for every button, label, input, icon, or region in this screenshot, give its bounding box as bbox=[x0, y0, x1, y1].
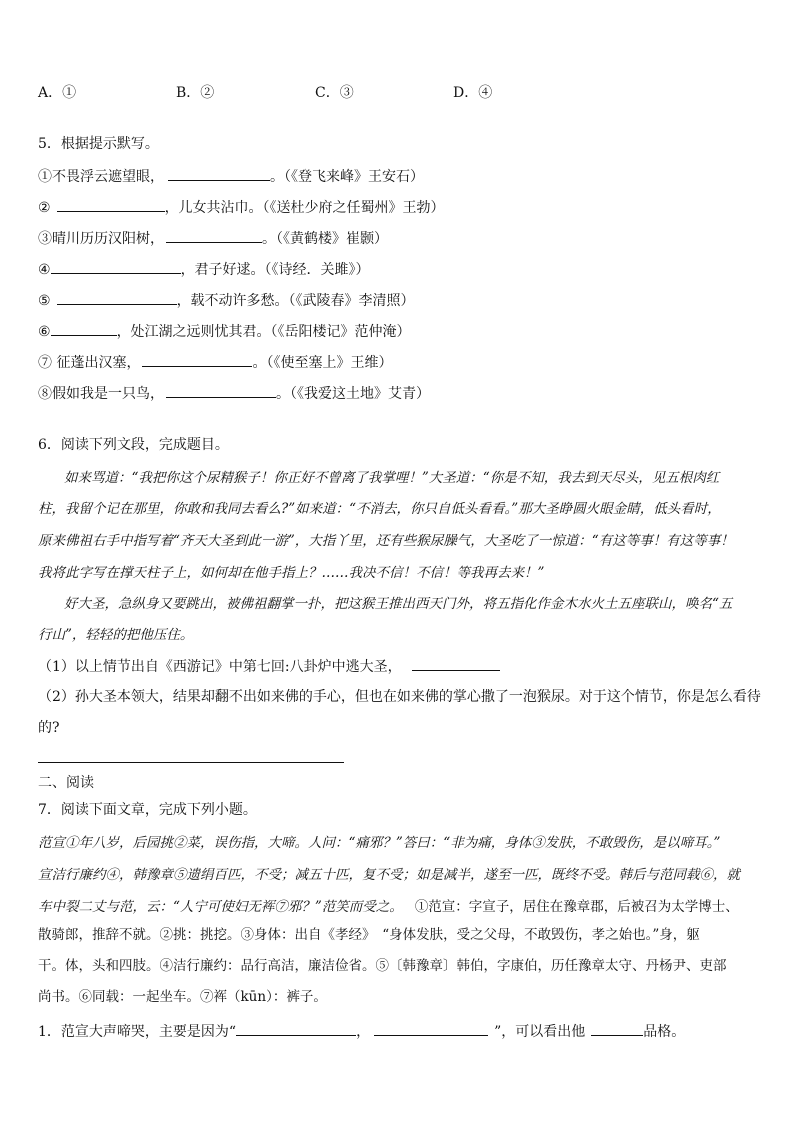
q5-blank-7[interactable] bbox=[142, 352, 252, 367]
q5-item-5-pre: ⑤ bbox=[38, 293, 51, 309]
q5-item-2-pre: ② bbox=[38, 200, 51, 216]
q7-sub1-mid: ， bbox=[356, 1024, 371, 1040]
q7-title: 7．阅读下面文章，完成下列小题。 bbox=[38, 802, 257, 818]
q5-item-6-pre: ⑥ bbox=[38, 324, 51, 340]
q6-sub1-text: （1）以上情节出自《西游记》中第七回:八卦炉中逃大圣， bbox=[38, 659, 402, 675]
q5-item-3 bbox=[38, 228, 388, 248]
q6-sub1-blank[interactable] bbox=[412, 656, 500, 671]
q7-note-line-2: 散骑郎，推辞不就。②挑：挑挖。③身体：出自《孝经》 “身体发肤，受之父母，不敢毁伤，孝之始也。”身，躯 bbox=[38, 927, 700, 943]
q5-blank-6[interactable] bbox=[51, 321, 117, 336]
q5-item-3-post: 。（《黄鹤楼》崔颢） bbox=[262, 231, 388, 247]
q7-sub1-blank-2[interactable] bbox=[374, 1021, 488, 1036]
q6-answer-line[interactable] bbox=[38, 762, 344, 763]
q5-item-8 bbox=[38, 383, 430, 403]
q5-item-7-pre: ⑦ 征蓬出汉塞， bbox=[38, 355, 141, 371]
q5-item-7-post: 。（《使至塞上》王维） bbox=[252, 355, 393, 371]
q7-note-line-4: 尚书。⑥同载：一起坐车。⑦裈（kūn）：裤子。 bbox=[38, 989, 327, 1005]
q7-passage-line-3 bbox=[38, 895, 739, 915]
q6-passage-line-4: 我将此字写在撑天柱子上，如何却在他手指上？……我决不信！不信！等我再去来！” bbox=[38, 565, 545, 581]
q7-sub1 bbox=[38, 1021, 685, 1041]
q5-item-2-post: ，儿女共沾巾。（《送杜少府之任蜀州》王勃） bbox=[164, 200, 445, 216]
q5-blank-5[interactable] bbox=[57, 290, 177, 305]
q7-sub1-blank-1[interactable] bbox=[236, 1021, 356, 1036]
q6-passage-line-5: 好大圣，急纵身又要跳出，被佛祖翻掌一扑，把这猴王推出西天门外，将五指化作金木水火土五座联山，唤名“五 bbox=[64, 596, 733, 612]
q7-passage-line-2: 宣洁行廉约④，韩豫章⑤遗绢百匹，不受；减五十匹，复不受；如是减半，遂至一匹，既终不受。韩后与范同载⑥，就 bbox=[38, 867, 740, 883]
option-d[interactable]: D．④ bbox=[453, 85, 493, 101]
q5-item-2 bbox=[38, 197, 445, 217]
q7-sub1-pre: 1．范宣大声啼哭，主要是因为“ bbox=[38, 1024, 237, 1040]
q5-item-1 bbox=[38, 166, 424, 186]
option-b[interactable]: B．② bbox=[176, 85, 215, 101]
q7-sub1-blank-3[interactable] bbox=[591, 1021, 643, 1036]
q5-item-4-post: ，君子好逑。（《诗经．关雎》） bbox=[180, 262, 370, 278]
q5-blank-2[interactable] bbox=[57, 197, 165, 212]
q7-note-1: ①范宣：字宣子，居住在豫章郡，后被召为太学博士、 bbox=[414, 899, 739, 915]
q5-blank-1[interactable] bbox=[168, 166, 270, 181]
option-c[interactable]: C．③ bbox=[315, 85, 354, 101]
q5-item-7 bbox=[38, 352, 392, 372]
q7-sub1-end: 品格。 bbox=[643, 1024, 686, 1040]
q5-item-4-pre: ④ bbox=[38, 262, 51, 278]
q7-note-line-3: 干。体，头和四肢。④洁行廉约：品行高洁，廉洁俭省。⑤〔韩豫章〕韩伯，字康伯，历任豫章太守、丹杨尹、吏部 bbox=[38, 958, 727, 974]
q5-title: 5．根据提示默写。 bbox=[38, 136, 159, 152]
option-a[interactable]: A．① bbox=[38, 85, 77, 101]
q6-passage-line-6: 行山”，轻轻的把他压住。 bbox=[38, 627, 194, 643]
q6-passage-line-1: 如来骂道：“我把你这个尿精猴子！你正好不曾离了我掌哩！”大圣道：“你是不知，我去到天尽头，见五根肉红 bbox=[64, 470, 720, 486]
q5-item-1-pre: ①不畏浮云遮望眼， bbox=[38, 169, 164, 185]
q5-item-6-post: ，处江湖之远则忧其君。（《岳阳楼记》范仲淹） bbox=[116, 324, 411, 340]
q5-item-8-post: 。（《我爱这土地》艾青） bbox=[276, 386, 430, 402]
q6-passage-line-2: 柱，我留个记在那里，你敢和我同去看么?”如来道：“不消去，你只自低头看看。”那大圣睁圆火眼金睛，低头看时， bbox=[38, 501, 721, 517]
q5-blank-3[interactable] bbox=[166, 228, 262, 243]
q5-blank-4[interactable] bbox=[51, 259, 181, 274]
q6-title: 6．阅读下列文段，完成题目。 bbox=[38, 437, 229, 453]
q5-item-6 bbox=[38, 321, 411, 341]
q7-passage-p3: 车中裂二丈与范，云：“人宁可使妇无裈⑦邪？”范笑而受之。 bbox=[38, 899, 403, 915]
q5-item-1-post: 。（《登飞来峰》王安石） bbox=[270, 169, 424, 185]
q5-item-8-pre: ⑧假如我是一只鸟， bbox=[38, 386, 164, 402]
q7-sub1-post: ”，可以看出他 bbox=[494, 1024, 586, 1040]
q6-passage-line-3: 原来佛祖右手中指写着“齐天大圣到此一游”，大指丫里，还有些猴尿臊气，大圣吃了一惊道：“有这等事！有这等事！ bbox=[38, 533, 734, 549]
q5-item-5-post: ，载不动许多愁。（《武陵春》李清照） bbox=[176, 293, 415, 309]
q5-item-4 bbox=[38, 259, 370, 279]
q6-sub2-line-2: 的? bbox=[38, 720, 60, 736]
q5-item-5 bbox=[38, 290, 415, 310]
q6-sub2-line-1: （2）孙大圣本领大，结果却翻不出如来佛的手心，但也在如来佛的掌心撒了一泡猴尿。对于这个情节，你是怎么看待 bbox=[38, 689, 761, 705]
q7-passage-line-1: 范宣①年八岁，后园挑②菜，误伤指，大啼。人问：“痛邪？”答曰：“非为痛，身体③发肤，不敢毁伤，是以啼耳。” bbox=[38, 835, 721, 851]
q5-blank-8[interactable] bbox=[166, 383, 276, 398]
section2-title: 二、阅读 bbox=[38, 775, 94, 791]
q5-item-3-pre: ③晴川历历汉阳树， bbox=[38, 231, 164, 247]
q6-sub1 bbox=[38, 656, 500, 676]
